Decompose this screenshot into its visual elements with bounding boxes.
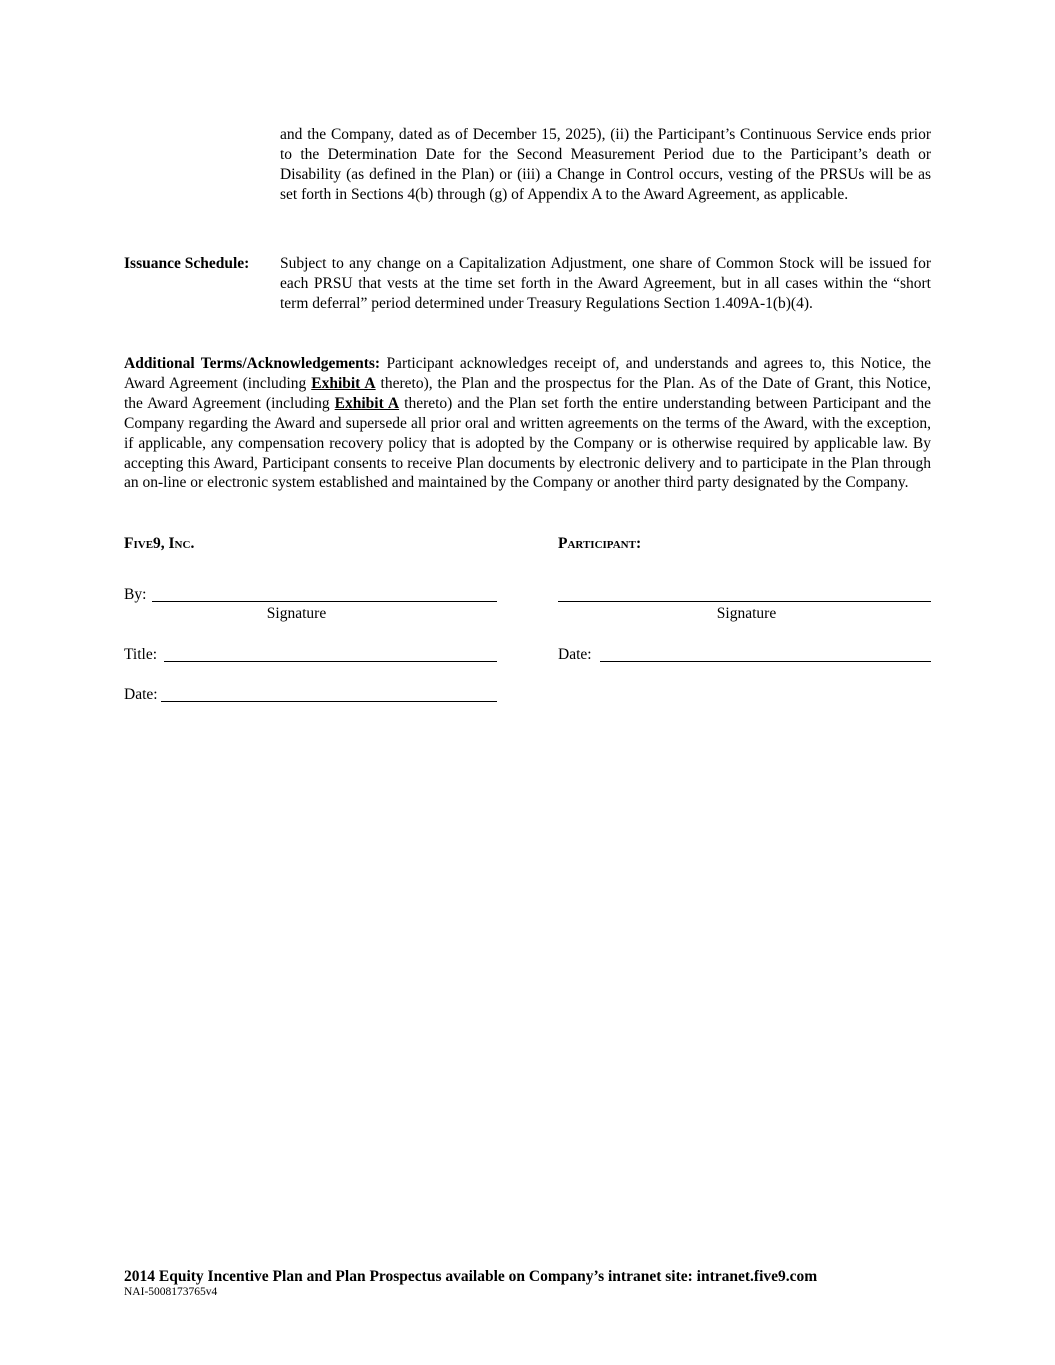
exhibit-a-reference-1: Exhibit A [311,374,376,392]
participant-signature-caption: Signature [716,605,777,622]
exhibit-a-reference-2: Exhibit A [334,394,400,412]
participant-signature-line[interactable] [558,601,931,602]
company-heading: Five9, Inc. [124,535,195,552]
participant-heading: Participant: [558,535,642,552]
additional-terms-text-2: thereto), the Plan and the prospectus for the Plan. As of the Date of Grant, this Notice, the Award Agreement (including [124,374,931,412]
additional-terms-paragraph [124,354,931,493]
footer-document-id: NAI-5008173765v4 [124,1286,218,1298]
issuance-schedule-label: Issuance Schedule: [124,255,250,272]
company-title-line[interactable] [164,661,497,662]
footer-title: 2014 Equity Incentive Plan and Plan Prospectus available on Company’s intranet site: intranet.five9.com [124,1268,818,1285]
company-date-label: Date: [124,686,158,703]
company-title-label: Title: [124,646,158,663]
company-date-line[interactable] [161,701,497,702]
additional-terms-label: Additional Terms/Acknowledgements: [124,355,381,372]
additional-terms-text-1: Participant acknowledges receipt of, and understands and agrees to, this Notice, the Award Agreement (including [124,355,931,392]
company-by-label: By: [124,586,147,603]
company-signature-caption: Signature [266,605,327,622]
continued-paragraph: and the Company, dated as of December 15, 2025), (ii) the Participant’s Continuous Service ends prior to the Determination Date for the Second Measurement Period due to the Participant’s death or Disability (as defined in the Plan) or (iii) a Change in Control occurs, vesting of the PRSUs will be as set forth in Sections 4(b) through (g) of Appendix A to the Award Agreement, as applicable. [280,126,931,203]
participant-date-label: Date: [558,646,592,663]
issuance-schedule-text: Subject to any change on a Capitalization Adjustment, one share of Common Stock will be issued for each PRSU that vests at the time set forth in the Award Agreement, but in all cases within the “short term deferral” period determined under Treasury Regulations Section 1.409A-1(b)(4). [280,255,931,312]
participant-date-line[interactable] [600,661,931,662]
company-signature-line[interactable] [152,601,497,602]
additional-terms-text-3: thereto) and the Plan set forth the entire understanding between Participant and the Company regarding the Award and supersede all prior oral and written agreements on the terms of the Award, with the exception, if applicable, any compensation recovery policy that is adopted by the Company or is otherwise required by applicable law. By accepting this Award, Participant consents to receive Plan documents by electronic delivery and to participate in the Plan through an on-line or electronic system established and maintained by the Company or another third party designated by the Company. [124,394,931,492]
